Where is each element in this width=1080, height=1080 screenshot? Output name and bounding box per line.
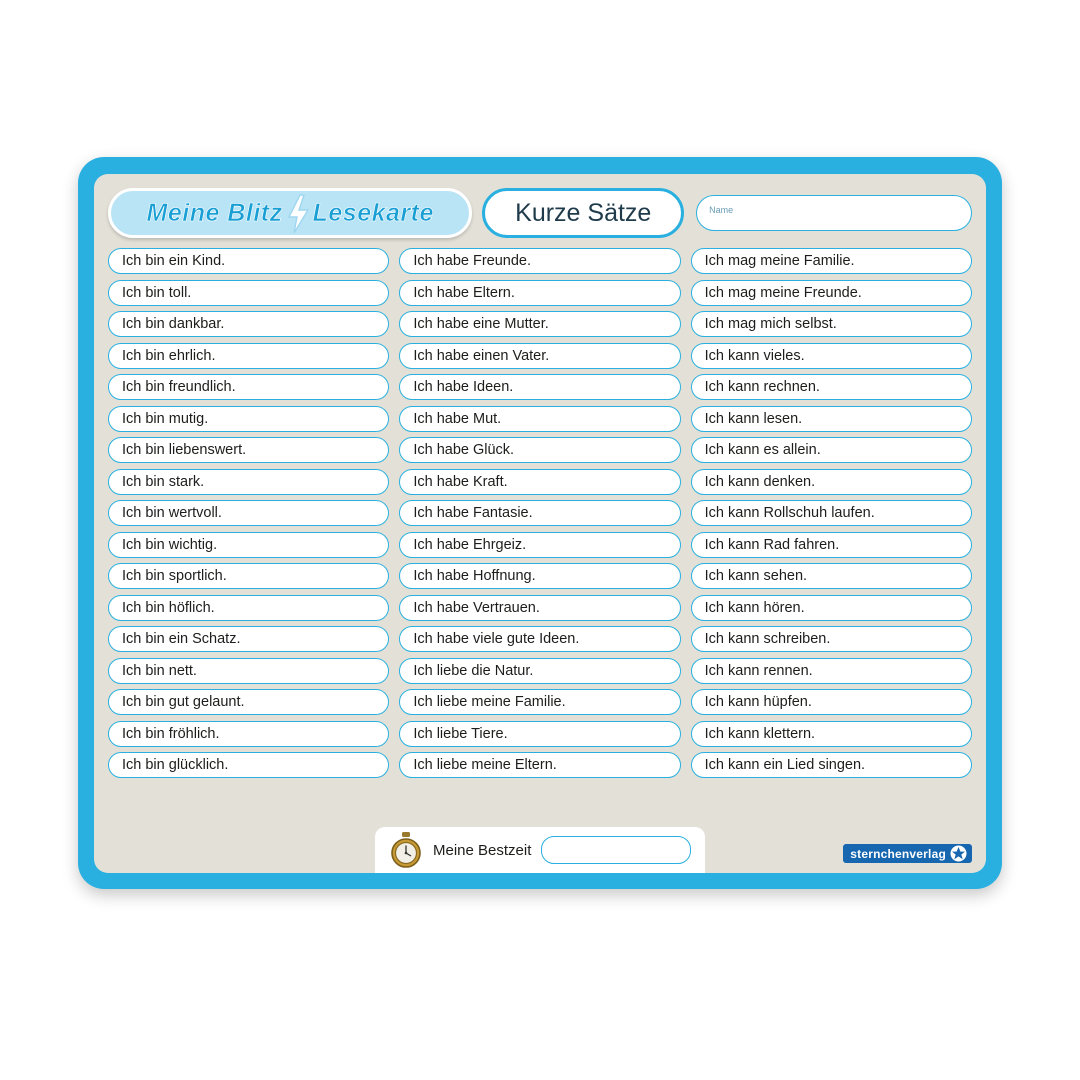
list-item[interactable]: Ich kann Rad fahren. — [691, 532, 972, 558]
list-item[interactable]: Ich habe Mut. — [399, 406, 680, 432]
list-item[interactable]: Ich mag mich selbst. — [691, 311, 972, 337]
lightning-bolt-icon — [285, 194, 311, 234]
list-item[interactable]: Ich bin glücklich. — [108, 752, 389, 778]
subject-label: Kurze Sätze — [515, 198, 652, 227]
card-footer — [94, 817, 986, 873]
list-item[interactable]: Ich bin ein Kind. — [108, 248, 389, 274]
list-item[interactable]: Ich kann rennen. — [691, 658, 972, 684]
stopwatch-icon — [389, 831, 423, 869]
list-item[interactable]: Ich habe Fantasie. — [399, 500, 680, 526]
card-title-left: Meine Blitz — [146, 198, 283, 227]
list-item[interactable]: Ich liebe die Natur. — [399, 658, 680, 684]
best-time-input[interactable] — [541, 836, 691, 864]
list-item[interactable]: Ich habe viele gute Ideen. — [399, 626, 680, 652]
list-item[interactable]: Ich habe Freunde. — [399, 248, 680, 274]
list-item[interactable]: Ich bin dankbar. — [108, 311, 389, 337]
list-item[interactable]: Ich bin stark. — [108, 469, 389, 495]
list-item[interactable]: Ich kann hören. — [691, 595, 972, 621]
list-item[interactable]: Ich habe Vertrauen. — [399, 595, 680, 621]
list-item[interactable]: Ich bin nett. — [108, 658, 389, 684]
list-item[interactable]: Ich kann lesen. — [691, 406, 972, 432]
list-item[interactable]: Ich mag meine Familie. — [691, 248, 972, 274]
name-input[interactable] — [696, 195, 972, 231]
list-item[interactable]: Ich liebe meine Eltern. — [399, 752, 680, 778]
list-item[interactable]: Ich habe Hoffnung. — [399, 563, 680, 589]
list-item[interactable]: Ich kann denken. — [691, 469, 972, 495]
publisher-logo — [843, 844, 972, 863]
card-title-pill — [108, 188, 472, 238]
list-item[interactable]: Ich habe eine Mutter. — [399, 311, 680, 337]
card-inner — [94, 174, 986, 873]
list-item[interactable]: Ich kann klettern. — [691, 721, 972, 747]
column-ich-mag-kann — [691, 248, 972, 778]
list-item[interactable]: Ich bin höflich. — [108, 595, 389, 621]
list-item[interactable]: Ich habe einen Vater. — [399, 343, 680, 369]
list-item[interactable]: Ich kann schreiben. — [691, 626, 972, 652]
list-item[interactable]: Ich kann sehen. — [691, 563, 972, 589]
list-item[interactable]: Ich bin fröhlich. — [108, 721, 389, 747]
list-item[interactable]: Ich habe Ideen. — [399, 374, 680, 400]
subject-pill — [482, 188, 684, 238]
best-time-box — [375, 827, 705, 873]
card-header — [94, 174, 986, 242]
sentence-columns — [94, 248, 986, 778]
list-item[interactable]: Ich bin gut gelaunt. — [108, 689, 389, 715]
name-input-label: Name — [709, 205, 734, 215]
list-item[interactable]: Ich bin ein Schatz. — [108, 626, 389, 652]
list-item[interactable]: Ich liebe Tiere. — [399, 721, 680, 747]
list-item[interactable]: Ich liebe meine Familie. — [399, 689, 680, 715]
list-item[interactable]: Ich bin toll. — [108, 280, 389, 306]
star-icon — [950, 845, 967, 862]
column-ich-bin — [108, 248, 389, 778]
list-item[interactable]: Ich mag meine Freunde. — [691, 280, 972, 306]
card-title-right: Lesekarte — [312, 198, 434, 227]
list-item[interactable]: Ich habe Glück. — [399, 437, 680, 463]
list-item[interactable]: Ich bin mutig. — [108, 406, 389, 432]
list-item[interactable]: Ich bin wichtig. — [108, 532, 389, 558]
list-item[interactable]: Ich kann vieles. — [691, 343, 972, 369]
list-item[interactable]: Ich kann es allein. — [691, 437, 972, 463]
list-item[interactable]: Ich kann Rollschuh laufen. — [691, 500, 972, 526]
publisher-logo-text: sternchenverlag — [850, 846, 946, 861]
list-item[interactable]: Ich kann hüpfen. — [691, 689, 972, 715]
list-item[interactable]: Ich bin freundlich. — [108, 374, 389, 400]
list-item[interactable]: Ich habe Eltern. — [399, 280, 680, 306]
list-item[interactable]: Ich bin wertvoll. — [108, 500, 389, 526]
list-item[interactable]: Ich kann rechnen. — [691, 374, 972, 400]
list-item[interactable]: Ich kann ein Lied singen. — [691, 752, 972, 778]
list-item[interactable]: Ich bin sportlich. — [108, 563, 389, 589]
list-item[interactable]: Ich bin ehrlich. — [108, 343, 389, 369]
reading-card — [78, 157, 1002, 889]
best-time-label: Meine Bestzeit — [433, 841, 532, 859]
list-item[interactable]: Ich habe Kraft. — [399, 469, 680, 495]
column-ich-habe — [399, 248, 680, 778]
list-item[interactable]: Ich bin liebenswert. — [108, 437, 389, 463]
list-item[interactable]: Ich habe Ehrgeiz. — [399, 532, 680, 558]
